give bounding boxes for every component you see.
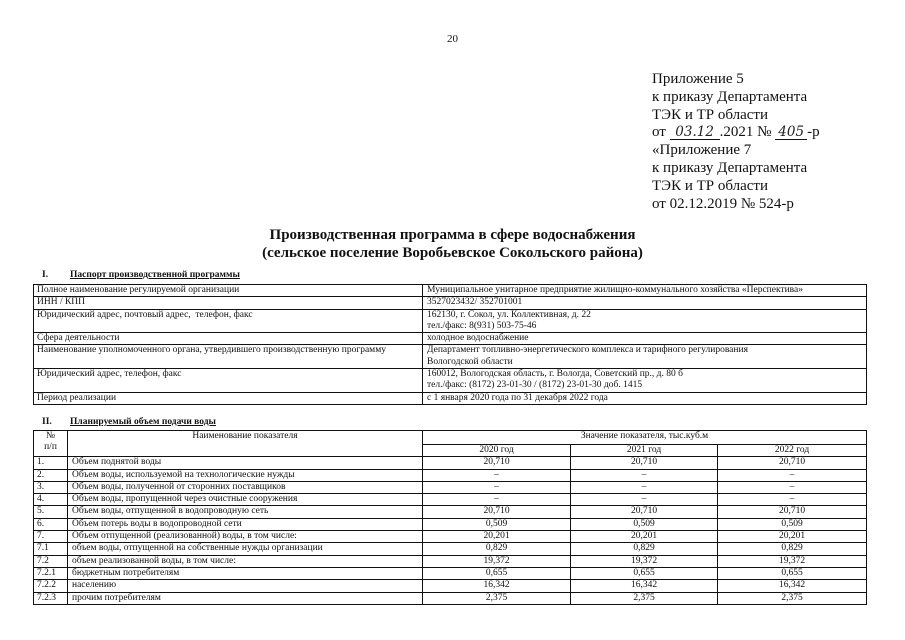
passport-label: Юридический адрес, телефон, факс: [34, 369, 423, 393]
passport-value-line: Вологодской области: [427, 356, 513, 367]
value-2020: –: [423, 494, 571, 506]
row-number: 4.: [34, 494, 68, 506]
order-year-part: .2021 №: [719, 124, 776, 141]
passport-label: Полное наименование регулируемой организации: [34, 285, 423, 297]
value-2021: 0,509: [571, 518, 718, 530]
passport-value-line: холодное водоснабжение: [427, 333, 529, 344]
row-number: 6.: [34, 518, 68, 530]
header-year-2020: 2020 год: [423, 445, 571, 457]
table-row: [34, 567, 867, 579]
passport-label: ИНН / КПП: [34, 297, 423, 309]
value-2021: 16,342: [571, 580, 718, 592]
value-2020: 20,201: [423, 531, 571, 543]
value-2020: 0,509: [423, 518, 571, 530]
row-number: 5.: [34, 506, 68, 518]
row-number: 2.: [34, 469, 68, 481]
passport-value-line: тел./факс: (8172) 23-01-30 / (8172) 23-01-30 доб. 1415: [427, 380, 643, 391]
value-2020: 16,342: [423, 580, 571, 592]
header-number-abbrev: п/п: [44, 442, 57, 453]
title-line-1: Производственная программа в сфере водоснабжения: [269, 227, 636, 243]
indicator-name: Объем воды, отпущенной в водопроводную сеть: [68, 506, 423, 518]
value-2022: –: [718, 469, 867, 481]
value-2022: 20,710: [718, 506, 867, 518]
appendix-order-reference: к приказу Департамента: [652, 88, 808, 105]
appendix-block: [652, 71, 820, 213]
row-number: 3.: [34, 481, 68, 493]
order-suffix: -р: [807, 124, 820, 141]
row-number: 7.1: [34, 543, 68, 555]
water-supply-table-body: [34, 457, 867, 605]
table-row: [34, 506, 867, 518]
header-value-group-cell: Значение показателя, тыс.куб.м: [423, 431, 867, 445]
passport-table-body: [34, 285, 867, 405]
header-number-cell: [34, 431, 68, 457]
table-row: [34, 494, 867, 506]
value-2021: 19,372: [571, 555, 718, 567]
table-row: [34, 518, 867, 530]
row-number: 7.: [34, 531, 68, 543]
value-2020: –: [423, 481, 571, 493]
value-2022: 16,342: [718, 580, 867, 592]
page-number: 20: [447, 33, 458, 45]
passport-value: [423, 333, 867, 345]
passport-value: [423, 369, 867, 393]
row-number: 7.2.2: [34, 580, 68, 592]
indicator-name: бюджетным потребителям: [68, 567, 423, 579]
indicator-name: объем реализованной воды, в том числе:: [68, 555, 423, 567]
value-2021: 20,201: [571, 531, 718, 543]
value-2022: –: [718, 481, 867, 493]
indicator-name: Объем воды, используемой на технологические нужды: [68, 469, 423, 481]
passport-value: [423, 345, 867, 369]
passport-value-line: Департамент топливно-энергетического комплекса и тарифного регулирования: [427, 345, 748, 356]
value-2022: 2,375: [718, 592, 867, 604]
value-2021: 20,710: [571, 506, 718, 518]
title-line-2: (сельское поселение Воробьевское Сокольского района): [262, 245, 643, 261]
passport-row: [34, 345, 867, 369]
value-2021: 2,375: [571, 592, 718, 604]
original-authority: ТЭК и ТР области: [652, 177, 768, 194]
passport-value-line: Муниципальное унитарное предприятие жилищно-коммунального хозяйства «Перспектива»: [427, 285, 804, 295]
document-title: [0, 226, 905, 262]
value-2022: 0,655: [718, 567, 867, 579]
passport-label: Юридический адрес, почтовый адрес, телефон, факс: [34, 309, 423, 333]
passport-value-line: 160012, Вологодская область, г. Вологда, Советский пр., д. 80 б: [427, 369, 683, 380]
passport-value: [423, 297, 867, 309]
indicator-name: Объем воды, пропущенной через очистные сооружения: [68, 494, 423, 506]
section-2-heading: [42, 417, 216, 428]
value-2021: 20,710: [571, 457, 718, 469]
value-2020: 0,829: [423, 543, 571, 555]
appendix-title: Приложение 5: [652, 71, 744, 87]
table-row: [34, 580, 867, 592]
value-2020: 2,375: [423, 592, 571, 604]
passport-label: Период реализации: [34, 392, 423, 404]
indicator-name: Объем воды, полученной от сторонних поставщиков: [68, 481, 423, 493]
table-row: [34, 531, 867, 543]
value-2022: 20,201: [718, 531, 867, 543]
passport-value-line: 3527023432/ 352701001: [427, 297, 523, 308]
table-row: [34, 555, 867, 567]
water-supply-table-header: [34, 431, 867, 457]
row-number: 7.2: [34, 555, 68, 567]
passport-value: [423, 285, 867, 297]
header-year-2022: 2022 год: [718, 445, 867, 457]
order-prefix: от: [652, 124, 670, 141]
header-year-2021: 2021 год: [571, 445, 718, 457]
passport-label: Наименование уполномоченного органа, утвердившего производственную программу: [34, 345, 423, 369]
row-number: 7.2.3: [34, 592, 68, 604]
header-indicator-cell: Наименование показателя: [68, 431, 423, 457]
passport-row: [34, 369, 867, 393]
appendix-authority: ТЭК и ТР области: [652, 106, 768, 123]
value-2020: 0,655: [423, 567, 571, 579]
handwritten-order-number: 405: [775, 126, 807, 140]
value-2022: 0,509: [718, 518, 867, 530]
passport-value: [423, 392, 867, 404]
table-row: [34, 543, 867, 555]
table-row: [34, 592, 867, 604]
value-2022: 19,372: [718, 555, 867, 567]
value-2021: 0,655: [571, 567, 718, 579]
value-2021: 0,829: [571, 543, 718, 555]
value-2022: 20,710: [718, 457, 867, 469]
value-2021: –: [571, 469, 718, 481]
indicator-name: объем воды, отпущенной на собственные нужды организации: [68, 543, 423, 555]
section-2-title: Планируемый объем подачи воды: [70, 417, 216, 427]
passport-row: [34, 297, 867, 309]
handwritten-order-date: 03.12: [670, 126, 720, 140]
indicator-name: Объем потерь воды в водопроводной сети: [68, 518, 423, 530]
value-2021: –: [571, 481, 718, 493]
indicator-name: прочим потребителям: [68, 592, 423, 604]
original-order-reference: к приказу Департамента: [652, 159, 808, 176]
passport-value-line: 162130, г. Сокол, ул. Коллективная, д. 22: [427, 309, 591, 320]
value-2021: –: [571, 494, 718, 506]
row-number: 1.: [34, 457, 68, 469]
value-2022: –: [718, 494, 867, 506]
table-row: [34, 469, 867, 481]
passport-label: Сфера деятельности: [34, 333, 423, 345]
section-1-title: Паспорт производственной программы: [70, 270, 240, 280]
water-supply-table: [33, 430, 867, 605]
table-row: [34, 457, 867, 469]
section-1-heading: [42, 270, 240, 281]
row-number: 7.2.1: [34, 567, 68, 579]
indicator-name: Объем отпущенной (реализованной) воды, в том числе:: [68, 531, 423, 543]
header-row: [34, 431, 867, 445]
passport-row: [34, 309, 867, 333]
passport-row: [34, 392, 867, 404]
indicator-name: населению: [68, 580, 423, 592]
passport-table: [33, 284, 867, 405]
value-2020: 20,710: [423, 457, 571, 469]
header-number-symbol: №: [45, 431, 56, 441]
section-2-number: II.: [42, 417, 52, 427]
original-order-line: от 02.12.2019 № 524-р: [652, 195, 794, 212]
original-appendix-title: «Приложение 7: [652, 142, 752, 159]
table-row: [34, 481, 867, 493]
value-2020: 19,372: [423, 555, 571, 567]
passport-row: [34, 285, 867, 297]
passport-value: [423, 309, 867, 333]
section-1-number: I.: [42, 270, 49, 280]
passport-row: [34, 333, 867, 345]
value-2020: –: [423, 469, 571, 481]
value-2022: 0,829: [718, 543, 867, 555]
passport-value-line: с 1 января 2020 года по 31 декабря 2022 года: [427, 392, 608, 403]
indicator-name: Объем поднятой воды: [68, 457, 423, 469]
value-2020: 20,710: [423, 506, 571, 518]
passport-value-line: тел./факс: 8(931) 503-75-46: [427, 320, 537, 331]
appendix-order-line: [652, 124, 820, 142]
